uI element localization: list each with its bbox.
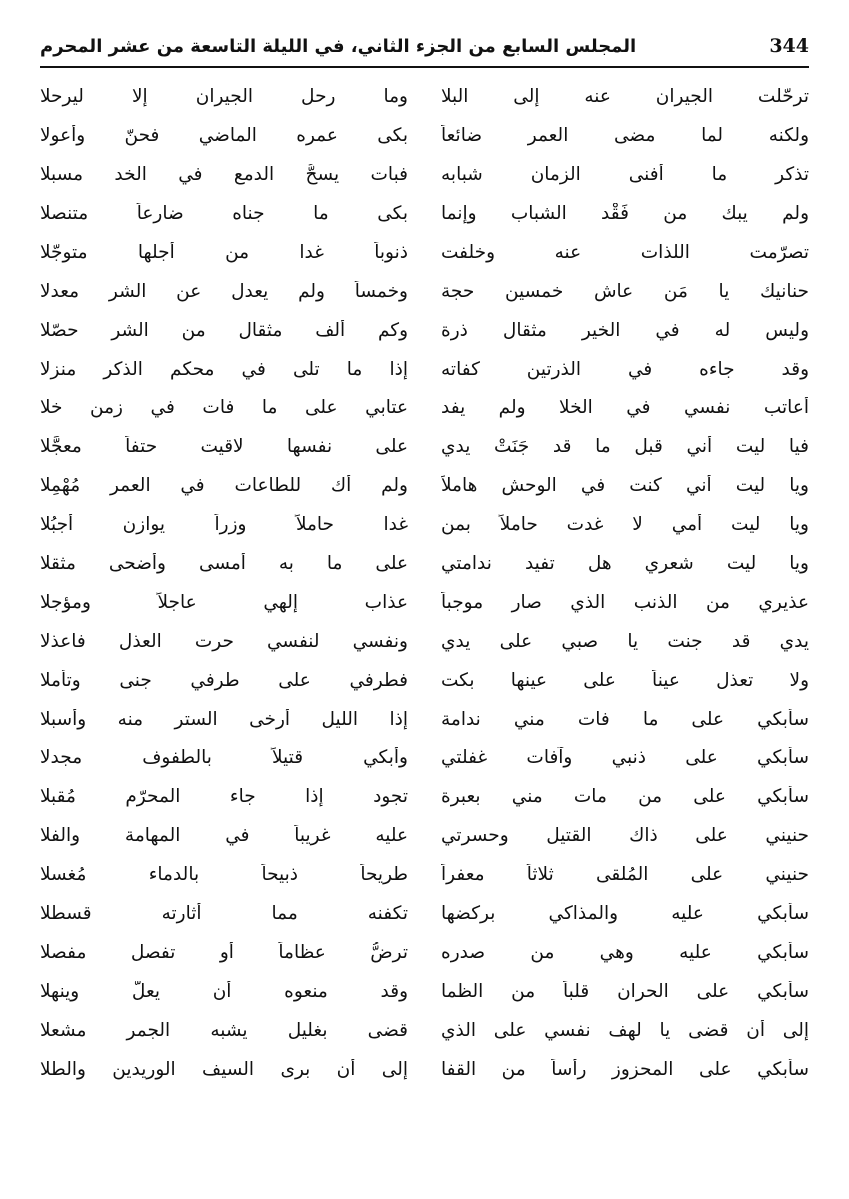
verse-second-hemistich: عذاب إلهي عاجلاً ومؤجلا [40, 591, 408, 613]
verse-first-hemistich: سأبكي عليه وهي من صدره [441, 941, 809, 963]
verse-second-hemistich: طريحاً ذبيحاً بالدماء مُغسلا [40, 864, 408, 886]
verse-second-hemistich: إلى أن برى السيف الوريدين والطلا [40, 1058, 408, 1080]
verse-second-hemistich: ونفسي لنفسي حرت العذل فاعذلا [40, 630, 408, 652]
verse-row [40, 1050, 809, 1089]
verse-first-hemistich: ولا تعذل عيناً على عينها بكت [441, 669, 809, 691]
header-divider [40, 66, 809, 68]
verse-second-hemistich: ذنوباً غدا من أجلها متوجّلا [40, 241, 408, 263]
verse-row [40, 78, 809, 117]
verse-second-hemistich: على ما به أمسى وأضحى مثقلا [40, 553, 408, 575]
verse-first-hemistich: أعاتب نفسي في الخلا ولم يفد [441, 397, 809, 419]
verse-row [40, 622, 809, 661]
verse-first-hemistich: حنانيك يا مَن عاش خمسين حجة [441, 280, 809, 302]
verse-first-hemistich: فيا ليت أني قبل ما قد جَنَتْ يدي [441, 436, 809, 458]
verse-second-hemistich: وقد منعوه أن يعلّ وينهلا [40, 980, 408, 1002]
verse-second-hemistich: ولم أك للطاعات في العمر مُهْمِلا [40, 475, 408, 497]
verse-first-hemistich: سأبكي على ذنبي وآفات غفلتي [441, 747, 809, 769]
verse-second-hemistich: وأبكي قتيلاً بالطفوف مجدلا [40, 747, 408, 769]
verse-row [40, 350, 809, 389]
verse-first-hemistich: ولكنه لما مضى العمر ضائعاً [441, 125, 809, 147]
verse-row [40, 972, 809, 1011]
verse-first-hemistich: إلى أن قضى يا لهف نفسي على الذي [441, 1019, 809, 1041]
verse-second-hemistich: إذا الليل أرخى الستر منه وأسبلا [40, 708, 408, 730]
verse-first-hemistich: تذكر ما أفنى الزمان شبابه [441, 164, 809, 186]
verse-row [40, 389, 809, 428]
verse-row [40, 272, 809, 311]
page-header [40, 28, 809, 64]
verse-first-hemistich: سأبكي على من مات مني بعبرة [441, 786, 809, 808]
verse-second-hemistich: قضى بغليل يشبه الجمر مشعلا [40, 1019, 408, 1041]
verse-row [40, 467, 809, 506]
verse-first-hemistich: سأبكي على الحران قلباً من الظما [441, 980, 809, 1002]
verse-second-hemistich: فطرفي على طرفي جنى وتأملا [40, 669, 408, 691]
verse-row [40, 895, 809, 934]
verse-row [40, 428, 809, 467]
verse-row [40, 661, 809, 700]
verse-row [40, 778, 809, 817]
verse-second-hemistich: بكى ما جناه ضارعاً متنصلا [40, 203, 408, 225]
verse-row [40, 700, 809, 739]
verse-first-hemistich: حنيني على ذاك القتيل وحسرتي [441, 825, 809, 847]
verse-row [40, 1011, 809, 1050]
verse-first-hemistich: سأبكي على المحزوز رأساً من القفا [441, 1058, 809, 1080]
verse-row [40, 545, 809, 584]
verse-row [40, 506, 809, 545]
verse-row [40, 817, 809, 856]
verse-second-hemistich: على نفسها لاقيت حتفاً معجَّلا [40, 436, 408, 458]
verse-first-hemistich: حنيني على المُلقى ثلاثاً معفراً [441, 864, 809, 886]
verse-first-hemistich: تصرّمت اللذات عنه وخلفت [441, 241, 809, 263]
verse-first-hemistich: يدي قد جنت يا صبي على يدي [441, 630, 809, 652]
running-title: المجلس السابع من الجزء الثاني، في الليلة التاسعة من عشر المحرم [40, 35, 637, 57]
verse-first-hemistich: ويا ليت شعري هل تفيد ندامتي [441, 553, 809, 575]
verse-first-hemistich: سأبكي على ما فات مني ندامة [441, 708, 809, 730]
verse-first-hemistich: ولم يبك من فَقْد الشباب وإنما [441, 203, 809, 225]
verse-first-hemistich: ويا ليت أني كنت في الوحش هاملاً [441, 475, 809, 497]
verse-row [40, 739, 809, 778]
verse-second-hemistich: تكفنه مما أثارته قسطلا [40, 903, 408, 925]
page-number: 344 [769, 35, 809, 57]
verse-second-hemistich: عليه غريباً في المهامة والفلا [40, 825, 408, 847]
verse-second-hemistich: إذا ما تلى في محكم الذكر منزلا [40, 358, 408, 380]
verse-first-hemistich: وقد جاءه في الذرتين كفاته [441, 358, 809, 380]
verse-second-hemistich: ترضُّ عظاماً أو تفصل مفصلا [40, 941, 408, 963]
verse-row [40, 934, 809, 973]
verse-second-hemistich: تجود إذا جاء المحرّم مُقبلا [40, 786, 408, 808]
verse-second-hemistich: فبات يسحُّ الدمع في الخد مسبلا [40, 164, 408, 186]
verse-row [40, 584, 809, 623]
verse-first-hemistich: سأبكي عليه والمذاكي بركضها [441, 903, 809, 925]
verse-row [40, 234, 809, 273]
verse-first-hemistich: وليس له في الخير مثقال ذرة [441, 319, 809, 341]
verse-row [40, 117, 809, 156]
verse-row [40, 856, 809, 895]
verse-first-hemistich: ترحّلت الجيران عنه إلى البلا [441, 86, 809, 108]
verse-second-hemistich: غدا حاملاً وزراً يوازن أجبُلا [40, 514, 408, 536]
verse-second-hemistich: وما رحل الجيران إلا ليرحلا [40, 86, 408, 108]
verse-row [40, 195, 809, 234]
verse-row [40, 311, 809, 350]
verse-first-hemistich: عذيري من الذنب الذي صار موجباً [441, 591, 809, 613]
poem-body [40, 78, 809, 1089]
verse-first-hemistich: ويا ليت أمي لا غدت حاملاً بمن [441, 514, 809, 536]
verse-second-hemistich: عتابي على ما فات في زمن خلا [40, 397, 408, 419]
verse-second-hemistich: وكم ألف مثقال من الشر حصّلا [40, 319, 408, 341]
verse-second-hemistich: بكى عمره الماضي فحنّ وأعولا [40, 125, 408, 147]
verse-row [40, 156, 809, 195]
verse-second-hemistich: وخمساً ولم يعدل عن الشر معدلا [40, 280, 408, 302]
